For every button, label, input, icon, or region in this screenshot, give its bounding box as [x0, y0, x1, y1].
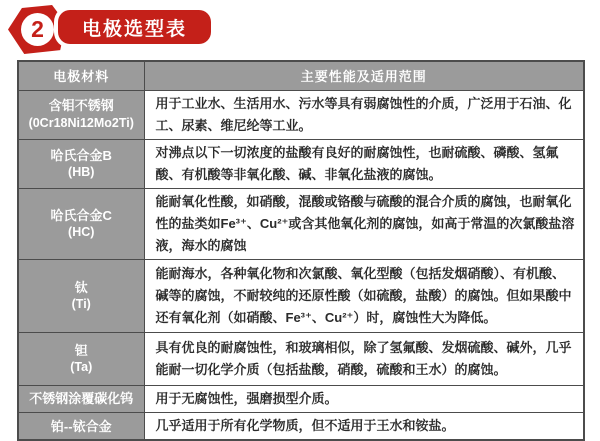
table-row [18, 260, 584, 333]
section-title-banner [58, 10, 211, 44]
material-cell [18, 333, 144, 386]
material-name: 铂--铱合金 [50, 418, 112, 434]
material-cell [18, 90, 144, 139]
material-name: 钽 [74, 342, 88, 358]
material-code: (Ta) [70, 360, 93, 375]
description-cell: 对沸点以下一切浓度的盐酸有良好的耐腐蚀性，也耐硫酸、磷酸、氢氟酸、有机酸等非氧化酸、碱、非氧化盐液的腐蚀。 [144, 139, 584, 188]
badge-number: 2 [31, 16, 44, 42]
material-name: 不锈钢涂覆碳化钨 [29, 391, 134, 407]
description-cell: 用于无腐蚀性，强磨损型介质。 [144, 386, 584, 413]
material-code: (Ti) [71, 297, 91, 312]
electrode-selection-table [17, 60, 585, 441]
description-cell: 具有优良的耐腐蚀性，和玻璃相似，除了氢氟酸、发烟硫酸、碱外，几乎能耐一切化学介质（包括盐酸，硝酸，硫酸和王水）的腐蚀。 [144, 333, 584, 386]
material-cell [18, 413, 144, 441]
table-row [18, 413, 584, 441]
description-cell: 能耐海水，各种氧化物和次氯酸、氧化型酸（包括发烟硝酸）、有机酸、碱等的腐蚀，不耐较纯的还原性酸（如硫酸，盐酸）的腐蚀。但如果酸中还有氧化剂（如硝酸、Fe³⁺、Cu²⁺）时，腐蚀性大为降低。 [144, 260, 584, 333]
material-cell [18, 139, 144, 188]
material-cell [18, 260, 144, 333]
page-title: 电极选型表 [81, 18, 187, 40]
column-header-performance: 主要性能及适用范围 [144, 61, 584, 90]
material-name: 哈氏合金B [50, 147, 112, 163]
description-cell: 用于工业水、生活用水、污水等具有弱腐蚀性的介质，广泛用于石油、化工、尿素、维尼纶等工业。 [144, 90, 584, 139]
material-code: (HB) [68, 165, 95, 180]
page-header [0, 0, 600, 60]
material-cell [18, 386, 144, 413]
table-row [18, 139, 584, 188]
table-body [18, 90, 584, 440]
table-row [18, 90, 584, 139]
badge-circle [21, 13, 54, 46]
material-name: 钛 [74, 279, 88, 295]
table-row [18, 386, 584, 413]
material-name: 含钼不锈钢 [48, 98, 114, 114]
material-code: (0Cr18Ni12Mo2Ti) [28, 115, 134, 130]
material-cell [18, 188, 144, 259]
column-header-material: 电极材料 [18, 61, 144, 90]
table-row [18, 333, 584, 386]
material-code: (HC) [68, 225, 95, 240]
table-header-row [18, 61, 584, 90]
table-row [18, 188, 584, 259]
description-cell: 能耐氧化性酸，如硝酸，混酸或铬酸与硫酸的混合介质的腐蚀，也耐氧化性的盐类如Fe³⁺、Cu²⁺或含其他氧化剂的腐蚀，如高于常温的次氯酸盐溶液，海水的腐蚀 [144, 188, 584, 259]
description-cell: 几乎适用于所有化学物质，但不适用于王水和铵盐。 [144, 413, 584, 441]
material-name: 哈氏合金C [50, 207, 112, 223]
